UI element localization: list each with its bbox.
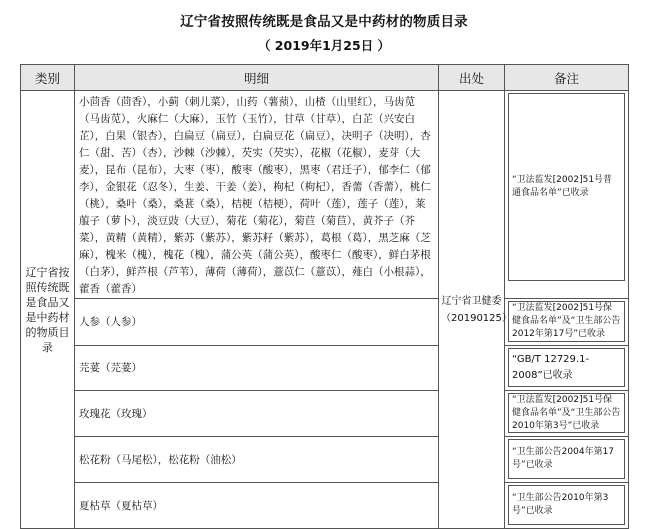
header-detail: 明细: [75, 65, 439, 91]
detail-cell: 松花粉（马尾松），松花粉（油松）: [75, 437, 439, 483]
table-row: [21, 391, 629, 437]
table-row: [21, 437, 629, 483]
detail-cell: 芫荽（芫荽）: [75, 346, 439, 391]
table-row: [21, 299, 629, 346]
table-row: [21, 346, 629, 391]
detail-cell: 人参（人参）: [75, 299, 439, 346]
remark-cell: “卫法监发[2002]51号普通食品名单”已收录: [508, 93, 625, 281]
table-header-row: [21, 65, 629, 91]
header-remark: 备注: [505, 65, 629, 91]
catalog-table: [20, 64, 629, 529]
page-subtitle-date: （ 2019年1月25日 ）: [257, 38, 391, 53]
remark-cell: “GB/T 12729.1-2008”已收录: [508, 348, 625, 387]
remark-cell: “卫法监发[2002]51号保健食品名单”及“卫生部公告2012年第17号”已收录: [508, 301, 625, 342]
detail-cell: 夏枯草（夏枯草）: [75, 483, 439, 529]
header-category: 类别: [21, 65, 75, 91]
table-row: [21, 91, 629, 299]
remark-cell: “卫生部公告2004年第17号”已收录: [508, 439, 625, 479]
page-title: 辽宁省按照传统既是食品又是中药材的物质目录: [180, 14, 468, 30]
source-cell: 辽宁省卫健委（20190125）: [439, 91, 505, 529]
header-source: 出处: [439, 65, 505, 91]
category-cell: 辽宁省按照传统既是食品又是中药材的物质目录: [21, 91, 75, 529]
remark-cell: “卫生部公告2010年第3号”已收录: [508, 485, 625, 525]
detail-cell: 小茴香（茴香），小蓟（刺儿菜），山药（薯蓣），山楂（山里红），马齿苋（马齿苋），火麻仁（大麻），玉竹（玉竹），甘草（甘草），白芷（兴安白芷），白果（银杏），白扁豆（扁豆），白扁豆花（扁豆），决明子（决明），杏仁（甜、苦）（杏），沙棘（沙棘），芡实（芡实），花椒（花椒），麦芽（大麦），昆布（昆布），大枣（枣），酸枣（酸枣），黑枣（君迁子），郁李仁（郁李），金银花（忍冬），生姜、干姜（姜），枸杞（枸杞），香薷（香薷），桃仁（桃），桑叶（桑），桑葚（桑），桔梗（桔梗），荷叶（莲），莲子（莲），莱菔子（萝卜），淡豆豉（大豆），菊花（菊花），菊苣（菊苣），黄芥子（芥菜），黄精（黄精），紫苏（紫苏），紫苏籽（紫苏），葛根（葛），黑芝麻（芝麻），槐米（槐），槐花（槐），蒲公英（蒲公英），酸枣仁（酸枣），鲜白茅根（白茅），鲜芦根（芦苇），薄荷（薄荷），薏苡仁（薏苡），薤白（小根蒜），藿香（藿香）: [75, 91, 439, 299]
detail-cell: 玫瑰花（玫瑰）: [75, 391, 439, 437]
remark-cell: “卫法监发[2002]51号保健食品名单”及“卫生部公告2010年第3号”已收录: [508, 393, 625, 433]
table-row: [21, 483, 629, 529]
